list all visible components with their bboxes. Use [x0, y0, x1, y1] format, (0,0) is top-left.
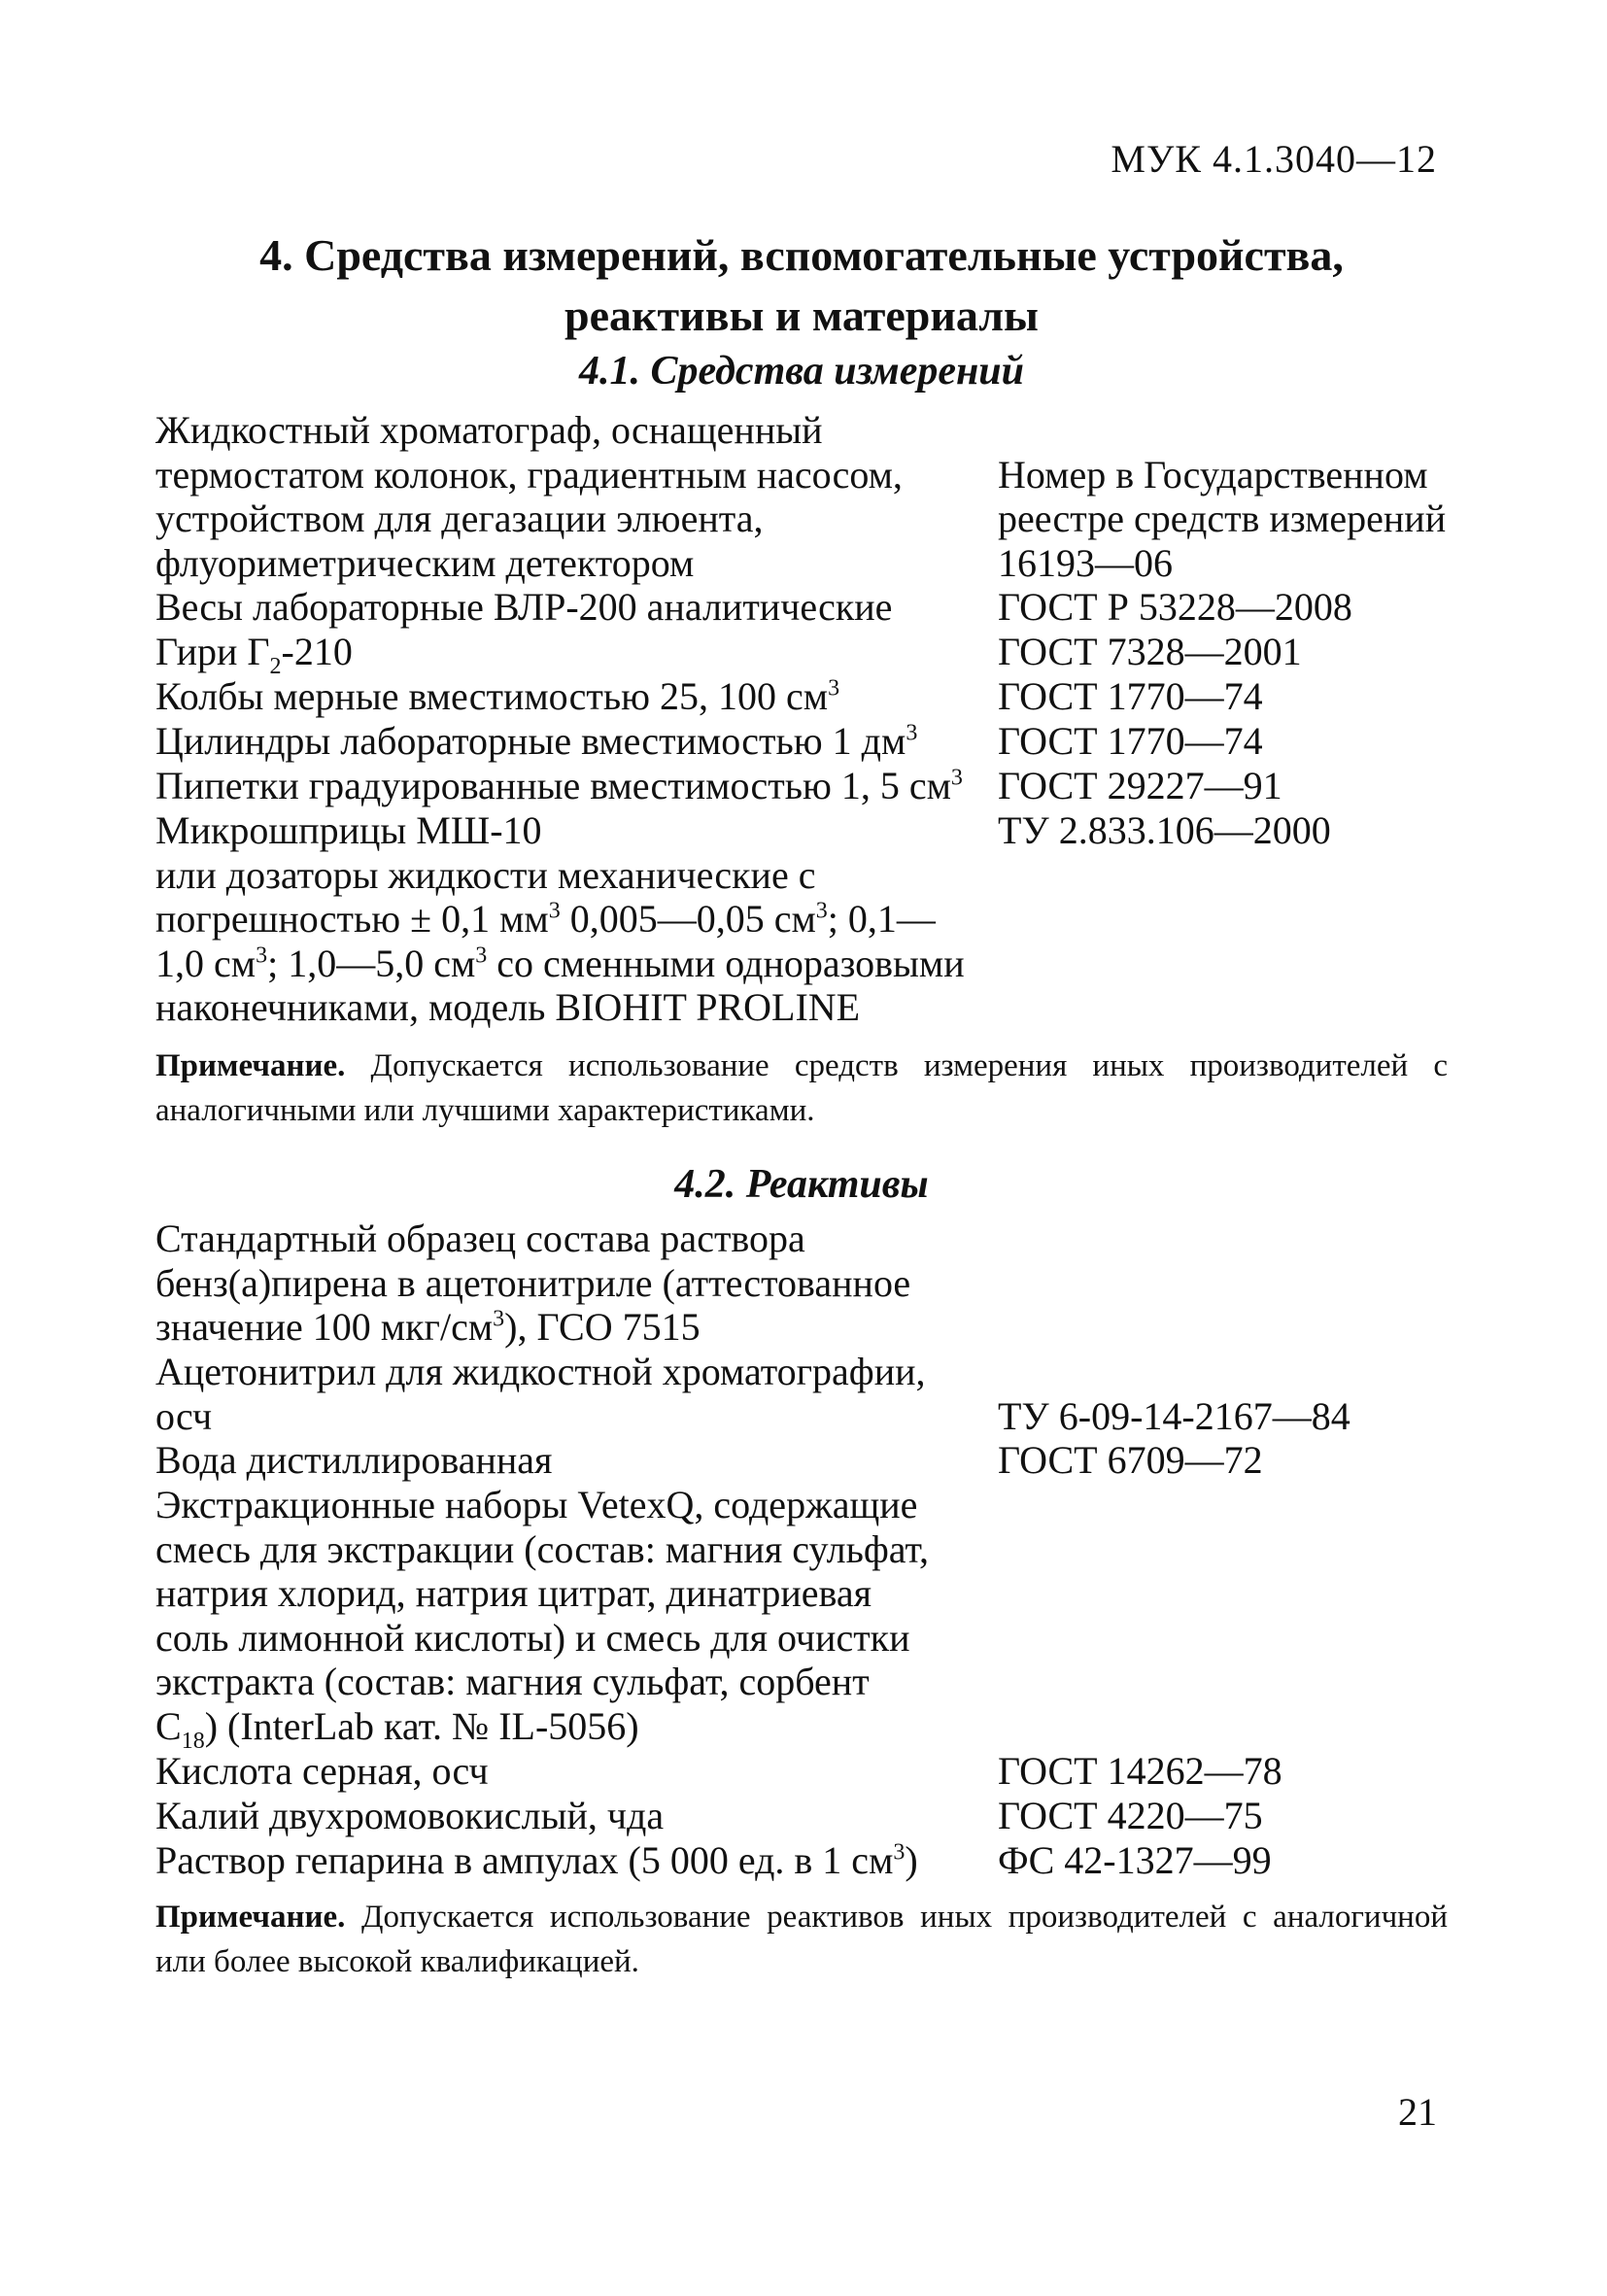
- weights-subscript: 2: [269, 654, 282, 679]
- item-name: [155, 630, 1001, 679]
- kits-line-5: экстракта (состав: магния сульфат, сорбент: [155, 1660, 870, 1703]
- acetonitrile-line-2: осч: [155, 1393, 213, 1438]
- benzapyrene-line-2: бенз(а)пирена в ацетонитриле (аттестованное: [155, 1260, 911, 1305]
- item-standard: ГОСТ 1770—74: [998, 719, 1263, 763]
- sup-3: 3: [548, 898, 561, 924]
- chromatograph-line-1: Жидкостный хроматограф, оснащенный: [155, 408, 823, 452]
- registry-line-3: 16193—06: [998, 540, 1173, 585]
- item-name: Кислота серная, осч: [155, 1749, 489, 1793]
- flasks-sup: 3: [828, 675, 840, 702]
- page-number: 21: [1398, 2090, 1437, 2134]
- item-name: [155, 1350, 1001, 1438]
- kits-l6b: ) (InterLab кат. № IL-5056): [204, 1703, 639, 1748]
- pipettes-sup: 3: [950, 765, 963, 791]
- pipettes-name: Пипетки градуированные вместимостью 1, 5 см: [155, 764, 951, 807]
- section-title-line-1: 4. Средства измерений, вспомогательные устройства,: [259, 230, 1344, 280]
- syringes-line-5: наконечниками, модель BIOHIT PROLINE: [155, 985, 861, 1029]
- registry-line-1: Номер в Государственном: [998, 452, 1428, 497]
- kits-l6a: C: [155, 1703, 182, 1748]
- item-name: [155, 674, 1001, 719]
- kits-subscript: 18: [181, 1728, 205, 1754]
- cylinders-name: Цилиндры лабораторные вместимостью 1 дм: [155, 719, 906, 763]
- chromatograph-line-4: флуориметрическим детектором: [155, 540, 695, 585]
- note-label: Примечание.: [155, 1900, 346, 1935]
- heparin-sup: 3: [893, 1839, 906, 1866]
- benzapyrene-l3b: ), ГСО 7515: [504, 1305, 701, 1349]
- heparin-name-b: ): [905, 1838, 918, 1882]
- item-name: [155, 808, 1001, 1030]
- weights-name-a: Гири Г: [155, 630, 270, 673]
- kits-line-1: Экстракционные наборы VetexQ, содержащие: [155, 1483, 918, 1526]
- kits-line-2: смесь для экстракции (состав: магния сульфат,: [155, 1526, 929, 1571]
- item-name: Вода дистиллированная: [155, 1438, 553, 1482]
- note-text: Допускается использование средств измерения иных производителей с аналогичными или лучшими характеристиками.: [155, 1048, 1448, 1128]
- kits-line-6: [155, 1703, 1001, 1754]
- document-code: МУК 4.1.3040—12: [1111, 137, 1437, 181]
- note-label: Примечание.: [155, 1048, 346, 1083]
- item-standard: ГОСТ 1770—74: [998, 674, 1263, 718]
- item-standard: [998, 453, 1484, 586]
- item-standard: ГОСТ 14262—78: [998, 1749, 1282, 1793]
- syringes-line-3: [155, 897, 1001, 942]
- syringes-l4c: со сменными одноразовыми: [487, 941, 965, 985]
- acetonitrile-line-1: Ацетонитрил для жидкостной хроматографии,: [155, 1350, 926, 1393]
- item-standard: ФС 42-1327—99: [998, 1838, 1272, 1882]
- cylinders-sup: 3: [906, 720, 918, 746]
- chromatograph-line-2: термостатом колонок, градиентным насосом,: [155, 452, 903, 497]
- benzapyrene-l3a: значение 100 мкг/см: [155, 1305, 494, 1349]
- kits-line-3: натрия хлорид, натрия цитрат, динатриевая: [155, 1571, 872, 1615]
- note-measuring: [155, 1044, 1448, 1133]
- syringes-line-2: или дозаторы жидкости механические с: [155, 852, 816, 897]
- item-name: [155, 764, 1001, 808]
- registry-line-2: реестре средств измерений: [998, 497, 1447, 540]
- item-standard: ГОСТ 29227—91: [998, 764, 1282, 807]
- item-name: [155, 408, 1001, 585]
- kits-line-4: соль лимонной кислоты) и смесь для очистки: [155, 1615, 910, 1660]
- syringes-line-1: Микрошприцы МШ-10: [155, 808, 542, 852]
- item-standard: ТУ 2.833.106—2000: [998, 808, 1331, 852]
- subsection-title-measuring: 4.1. Средства измерений: [578, 349, 1025, 394]
- item-name: Калий двухромовокислый, чда: [155, 1794, 665, 1837]
- item-name: Весы лабораторные ВЛР-200 аналитические: [155, 585, 893, 629]
- sup-3: 3: [493, 1306, 505, 1332]
- item-name: [155, 1483, 1001, 1754]
- syringes-line-4: [155, 942, 1001, 986]
- benzapyrene-line-3: [155, 1305, 1001, 1350]
- syringes-l4a: 1,0 см: [155, 941, 256, 985]
- section-title: [155, 225, 1448, 346]
- note-reagents: [155, 1895, 1448, 1984]
- subsection-title-reagents: 4.2. Реактивы: [674, 1162, 929, 1207]
- section-title-line-2: реактивы и материалы: [564, 291, 1039, 340]
- sup-3: 3: [475, 942, 488, 969]
- syringes-l3b: 0,005—0,05 см: [560, 897, 816, 941]
- item-standard: ГОСТ 4220—75: [998, 1794, 1263, 1837]
- flasks-name: Колбы мерные вместимостью 25, 100 см: [155, 674, 829, 718]
- syringes-l3a: погрешностью ± 0,1 мм: [155, 897, 549, 941]
- item-standard: ГОСТ 7328—2001: [998, 630, 1302, 673]
- sup-3: 3: [256, 942, 268, 969]
- weights-name-b: -210: [281, 630, 353, 673]
- sup-3: 3: [815, 898, 828, 924]
- heparin-name-a: Раствор гепарина в ампулах (5 000 ед. в 1 см: [155, 1838, 894, 1882]
- item-name: [155, 719, 1001, 764]
- syringes-l4b: ; 1,0—5,0 см: [267, 941, 476, 985]
- chromatograph-line-3: устройством для дегазации элюента,: [155, 497, 764, 540]
- syringes-l3c: ; 0,1—: [827, 897, 936, 941]
- item-standard: ГОСТ Р 53228—2008: [998, 585, 1352, 629]
- note-text: Допускается использование реактивов иных производителей с аналогичной или более высокой квалификацией.: [155, 1900, 1448, 1979]
- item-standard: ТУ 6-09-14-2167—84: [998, 1393, 1351, 1438]
- item-standard: ГОСТ 6709—72: [998, 1438, 1263, 1482]
- item-name: [155, 1217, 1001, 1350]
- benzapyrene-line-1: Стандартный образец состава раствора: [155, 1217, 805, 1260]
- item-name: [155, 1838, 1001, 1883]
